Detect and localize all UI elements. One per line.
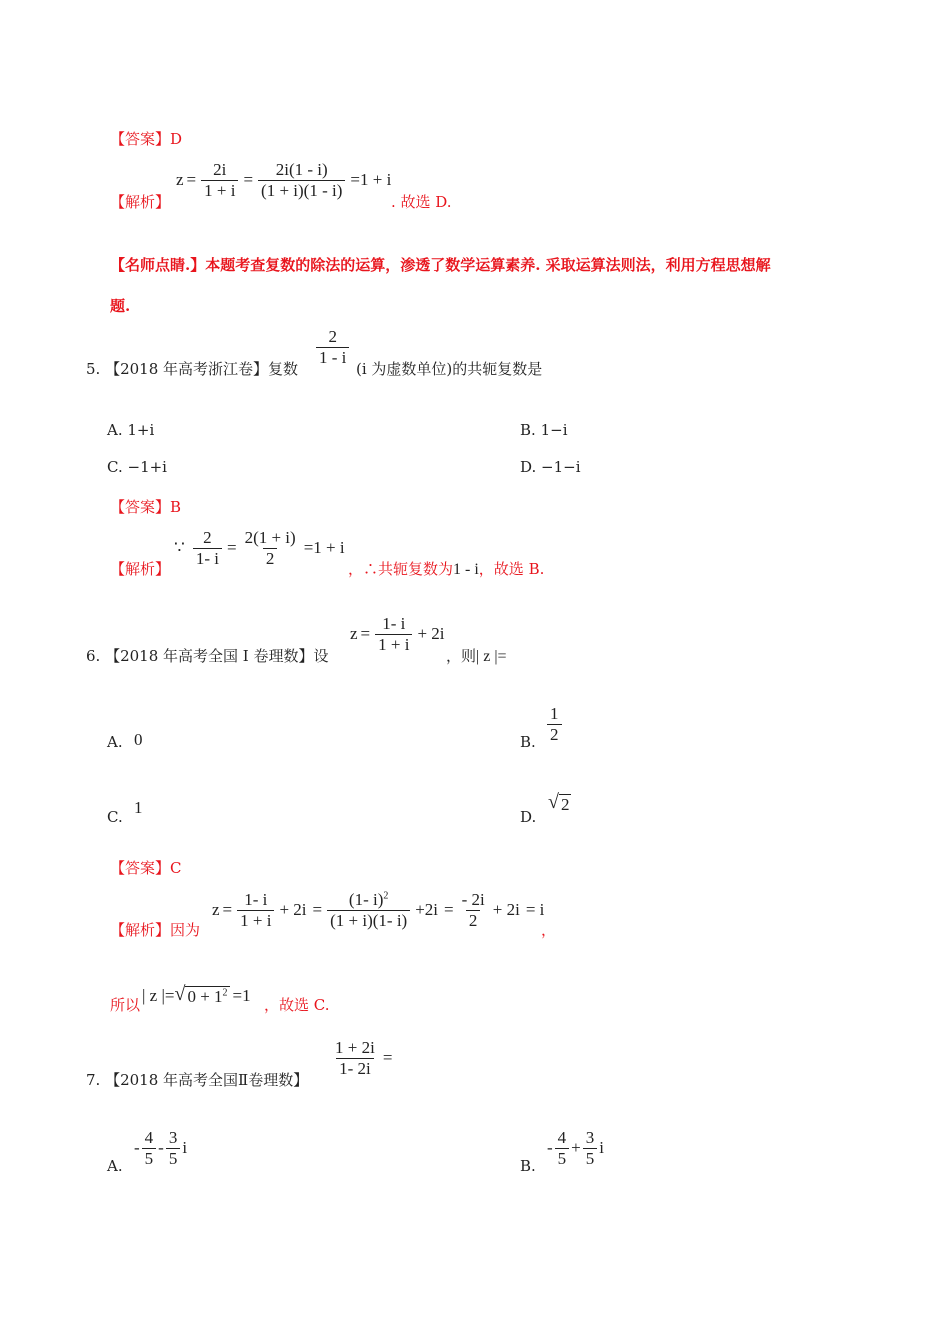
q4-answer-line xyxy=(110,128,182,149)
option-letter: B. xyxy=(520,1157,536,1175)
exponent: 2 xyxy=(222,987,228,999)
q6-so-line xyxy=(110,994,140,1015)
result: = i xyxy=(525,900,545,920)
fraction xyxy=(375,614,412,654)
numerator: 1 xyxy=(550,704,559,723)
plus-term: + 2i xyxy=(417,624,445,644)
q5-option-c xyxy=(107,458,167,476)
denominator: 5 xyxy=(166,1148,181,1169)
plus-term: + 2i xyxy=(279,900,307,920)
q6-so-tail: ，故选 C. xyxy=(264,996,330,1014)
q6-analysis-equation xyxy=(212,890,547,930)
q6-option-b xyxy=(520,733,536,751)
q6-analysis-tail: ， xyxy=(541,921,557,939)
radicand xyxy=(185,986,229,1007)
answer-value: D xyxy=(170,130,183,148)
because-symbol: ∵ xyxy=(174,538,185,558)
option-letter: D. xyxy=(520,808,537,826)
option-value: 1+i xyxy=(127,421,155,439)
plus-term: +2i xyxy=(415,900,439,920)
teacher-note-text: 本题考查复数的除法的运算，渗透了数学运算素养. 采取运算法则法，利用方程思想解 xyxy=(205,256,771,274)
question-source: 【2018 年高考全国 I 卷理数】 xyxy=(105,647,314,665)
question-source: 【2018 年高考全国Ⅱ卷理数】 xyxy=(105,1071,309,1089)
fraction xyxy=(583,1128,598,1168)
option-letter: B. xyxy=(520,733,536,751)
sign: - xyxy=(134,1138,140,1158)
numerator-base: (1- i) xyxy=(348,890,384,909)
teacher-note-line-1 xyxy=(110,254,771,275)
radical-icon: √ xyxy=(548,791,559,813)
q7-option-b-value xyxy=(547,1128,604,1168)
q5-analysis-label: 【解析】 xyxy=(110,560,171,578)
denominator: 2 xyxy=(466,910,481,931)
answer-label: 【答案】 xyxy=(110,130,171,148)
fraction xyxy=(166,1128,181,1168)
denominator: 1 + i xyxy=(237,910,274,931)
fraction xyxy=(258,160,345,200)
q6-answer-line xyxy=(110,857,182,878)
numerator: 4 xyxy=(144,1128,154,1147)
q5-option-b xyxy=(520,421,568,439)
q7-option-b xyxy=(520,1157,536,1175)
answer-value: C xyxy=(170,859,182,877)
denominator: 1- 2i xyxy=(336,1058,374,1079)
tail-math: 1 - i xyxy=(453,561,479,578)
numerator: 2 xyxy=(203,528,212,547)
option-letter: B. xyxy=(520,421,536,439)
equals: = xyxy=(360,624,371,644)
question-number: 5. xyxy=(86,360,101,378)
q6-stem xyxy=(86,645,329,666)
numerator: 3 xyxy=(168,1128,178,1147)
fraction xyxy=(547,704,562,744)
option-letter: D. xyxy=(520,458,537,476)
numerator: 1 + 2i xyxy=(335,1038,375,1057)
denominator: 2 xyxy=(547,724,562,745)
sign: - xyxy=(158,1138,164,1158)
denominator: 5 xyxy=(583,1148,598,1169)
q5-stem xyxy=(86,358,298,379)
q6-so-equation xyxy=(142,984,254,1007)
numerator: 3 xyxy=(585,1128,595,1147)
q7-option-a-value xyxy=(134,1128,187,1168)
abs-z: | z |= xyxy=(476,648,507,665)
teacher-note-line-2: 题. xyxy=(110,297,131,315)
q6-option-c xyxy=(107,808,123,826)
fraction xyxy=(237,890,274,930)
sign: + xyxy=(571,1138,581,1158)
q6-option-d-value xyxy=(548,792,571,815)
plus-term: + 2i xyxy=(492,900,520,920)
option-letter: C. xyxy=(107,458,123,476)
denominator: 5 xyxy=(142,1148,157,1169)
option-value: −1+i xyxy=(127,458,167,476)
abs-z: | z |= xyxy=(142,985,175,1005)
radicand: 2 xyxy=(560,795,570,814)
fraction xyxy=(142,1128,157,1168)
denominator: 5 xyxy=(555,1148,570,1169)
answer-value: B xyxy=(170,498,182,516)
equals: = xyxy=(312,900,323,920)
sign: - xyxy=(547,1138,553,1158)
answer-label: 【答案】 xyxy=(110,859,171,877)
q7-option-a xyxy=(107,1157,123,1175)
imag-unit: i xyxy=(182,1138,188,1158)
denominator: (1 + i)(1- i) xyxy=(327,910,410,931)
equals: = xyxy=(243,170,254,190)
denominator: 1 + i xyxy=(375,634,412,655)
numerator: - 2i xyxy=(461,890,485,909)
q7-stem-equation xyxy=(330,1038,395,1078)
fraction xyxy=(316,327,349,367)
q6-option-c-value: 1 xyxy=(134,798,143,817)
numerator xyxy=(346,890,391,910)
q5-stem-fraction xyxy=(314,327,351,367)
q6-stem-tail xyxy=(446,645,507,666)
tail-text: ，∴共轭复数为 xyxy=(348,560,454,578)
teacher-note-label: 【名师点睛.】 xyxy=(110,256,206,274)
so-label: 所以 xyxy=(110,996,141,1014)
option-letter: A. xyxy=(107,1157,123,1175)
equals: = xyxy=(186,170,197,190)
radical-icon: √ xyxy=(174,983,186,1005)
option-letter: C. xyxy=(107,808,123,826)
var-z: z xyxy=(212,900,220,920)
q5-analysis-tail xyxy=(348,558,544,579)
numerator: 2 xyxy=(328,327,337,346)
stem-prefix: 设 xyxy=(313,647,329,665)
q5-stem-suffix: (i 为虚数单位)的共轭复数是 xyxy=(356,360,543,378)
option-value: 1−i xyxy=(540,421,568,439)
analysis-prefix: 因为 xyxy=(170,921,201,939)
q4-analysis-tail: . 故选 D. xyxy=(391,193,452,211)
denominator: 2 xyxy=(263,548,278,569)
numerator: 1- i xyxy=(382,614,406,633)
q6-option-a-value: 0 xyxy=(134,730,143,749)
option-value: −1−i xyxy=(541,458,581,476)
q5-analysis-equation xyxy=(174,528,348,568)
fraction xyxy=(327,890,410,930)
denominator: 1- i xyxy=(193,548,222,569)
var-z: z xyxy=(350,624,358,644)
numerator: 2(1 + i) xyxy=(244,528,296,547)
denominator: 1 - i xyxy=(316,347,349,368)
q5-option-d xyxy=(520,458,581,476)
question-source: 【2018 年高考浙江卷】 xyxy=(105,360,269,378)
question-number: 6. xyxy=(86,647,101,665)
equals: = xyxy=(226,538,237,558)
equals: = xyxy=(382,1048,393,1068)
fraction xyxy=(242,528,299,568)
stem-mid: ，则 xyxy=(446,647,477,665)
q4-analysis-label: 【解析】 xyxy=(110,193,171,211)
denominator: (1 + i)(1 - i) xyxy=(258,180,345,201)
fraction xyxy=(201,160,238,200)
numerator: 2i(1 - i) xyxy=(275,160,328,179)
result: =1 xyxy=(232,985,251,1005)
denominator: 1 + i xyxy=(201,180,238,201)
sqrt xyxy=(548,792,571,815)
q4-analysis-equation xyxy=(176,160,394,200)
result: =1 + i xyxy=(350,170,392,190)
q6-stem-equation xyxy=(350,614,448,654)
q6-analysis-label xyxy=(110,919,200,940)
option-letter: A. xyxy=(107,421,123,439)
radicand-base: 0 + 1 xyxy=(187,987,223,1006)
stem-prefix: 复数 xyxy=(268,360,299,378)
fraction xyxy=(193,528,222,568)
fraction xyxy=(332,1038,378,1078)
fraction xyxy=(459,890,488,930)
q5-option-a xyxy=(107,421,154,439)
fraction xyxy=(555,1128,570,1168)
analysis-label: 【解析】 xyxy=(110,921,171,939)
q6-option-a xyxy=(107,733,123,751)
q6-option-b-value xyxy=(545,704,564,744)
sqrt xyxy=(174,984,229,1007)
equals: = xyxy=(444,900,454,920)
exponent: 2 xyxy=(383,890,389,902)
var-z: z xyxy=(176,170,184,190)
answer-label: 【答案】 xyxy=(110,498,171,516)
q5-answer-line xyxy=(110,496,181,517)
tail-text: ，故选 B. xyxy=(478,560,545,578)
numerator: 1- i xyxy=(244,890,268,909)
imag-unit: i xyxy=(599,1138,604,1158)
result: =1 + i xyxy=(303,538,345,558)
numerator: 2i xyxy=(213,160,227,179)
question-number: 7. xyxy=(86,1071,101,1089)
q7-stem xyxy=(86,1069,308,1090)
option-letter: A. xyxy=(107,733,123,751)
q6-option-d xyxy=(520,808,536,826)
numerator: 4 xyxy=(557,1128,567,1147)
equals: = xyxy=(222,900,233,920)
